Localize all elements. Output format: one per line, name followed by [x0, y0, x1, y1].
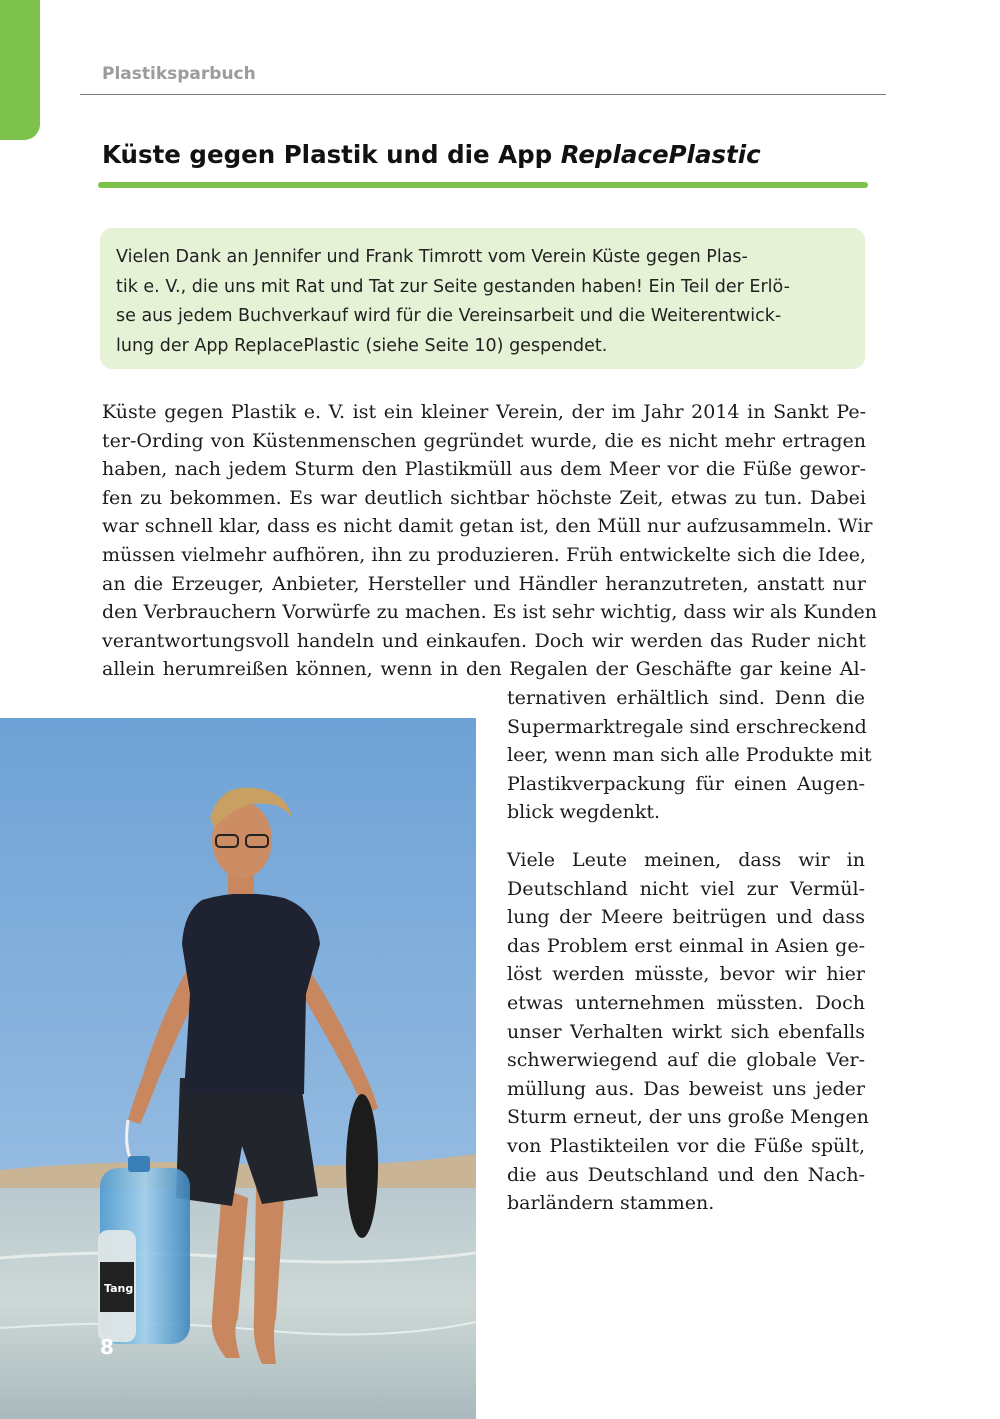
body-line: das Problem erst einmal in Asien ge- — [507, 934, 865, 957]
body-line: die aus Deutschland und den Nach- — [507, 1163, 865, 1186]
body-line: leer, wenn man sich alle Produkte mit — [507, 744, 872, 767]
bottle-label: Tang — [104, 1282, 134, 1295]
body-text-column-paragraph-1 — [507, 684, 872, 827]
box-line: tik e. V., die uns mit Rat und Tat zur Seite gestanden haben! Ein Teil der Erlö- — [116, 276, 790, 297]
page-title — [102, 140, 761, 169]
running-head: Plastiksparbuch — [102, 64, 256, 84]
body-text-column-paragraph-2 — [507, 846, 869, 1218]
body-line: an die Erzeuger, Anbieter, Hersteller und Händler heranzutreten, anstatt nur — [102, 572, 866, 595]
body-line: müssen vielmehr aufhören, ihn zu produzieren. Früh entwickelte sich die Idee, — [102, 543, 866, 566]
box-line: se aus jedem Buchverkauf wird für die Vereinsarbeit und die Weiterentwick- — [116, 306, 782, 327]
box-line: Vielen Dank an Jennifer und Frank Timrott vom Verein Küste gegen Plas- — [116, 247, 748, 267]
title-underline — [98, 182, 868, 188]
body-line: Plastikverpackung für einen Augen- — [507, 772, 865, 795]
body-line: ter-Ording von Küstenmenschen gegründet wurde, die es nicht mehr ertragen — [102, 429, 866, 452]
body-line: fen zu bekommen. Es war deutlich sichtbar höchste Zeit, etwas zu tun. Dabei — [102, 486, 866, 509]
body-line: den Verbrauchern Vorwürfe zu machen. Es ist sehr wichtig, dass wir als Kunden — [102, 601, 878, 624]
body-line: haben, nach jedem Sturm den Plastikmüll aus dem Meer vor die Füße gewor- — [102, 458, 866, 481]
body-line: allein herumreißen können, wenn in den Regalen der Geschäfte gar keine Al- — [102, 658, 866, 681]
body-line: etwas unternehmen müssten. Doch — [507, 991, 865, 1014]
body-line: schwerwiegend auf die globale Ver- — [507, 1049, 865, 1072]
beach-photo — [0, 718, 476, 1419]
title-main: Küste gegen Plastik und die App — [102, 140, 561, 169]
body-line: barländern stammen. — [507, 1192, 715, 1215]
body-line: von Plastikteilen vor die Füße spült, — [507, 1134, 865, 1157]
body-line: verantwortungsvoll handeln und einkaufen. Doch wir werden das Ruder nicht — [102, 629, 866, 652]
chapter-tab — [0, 0, 40, 140]
header-rule — [80, 94, 886, 95]
page-number: 8 — [100, 1335, 114, 1359]
box-line: lung der App ReplacePlastic (siehe Seite 10) gespendet. — [116, 335, 608, 356]
body-line: blick wegdenkt. — [507, 801, 661, 824]
body-line: Deutschland nicht viel zur Vermül- — [507, 877, 865, 900]
body-line: unser Verhalten wirkt sich ebenfalls — [507, 1020, 865, 1043]
body-line: Sturm erneut, der uns große Mengen — [507, 1106, 869, 1129]
body-line: Viele Leute meinen, dass wir in — [507, 849, 865, 871]
body-line: Küste gegen Plastik e. V. ist ein kleiner Verein, der im Jahr 2014 in Sankt Pe- — [102, 401, 866, 423]
body-line: löst werden müsste, bevor wir hier — [507, 963, 865, 986]
acknowledgement-box — [100, 228, 865, 369]
title-app-name: ReplacePlastic — [560, 140, 761, 169]
body-line: ternativen erhältlich sind. Denn die — [507, 687, 865, 709]
body-line: war schnell klar, dass es nicht damit getan ist, den Müll nur aufzusammeln. Wir — [102, 515, 873, 538]
body-line: Supermarktregale sind erschreckend — [507, 715, 867, 738]
body-line: lung der Meere beitrügen und dass — [507, 906, 865, 929]
body-text-intro — [102, 398, 878, 684]
body-line: müllung aus. Das beweist uns jeder — [507, 1077, 865, 1100]
